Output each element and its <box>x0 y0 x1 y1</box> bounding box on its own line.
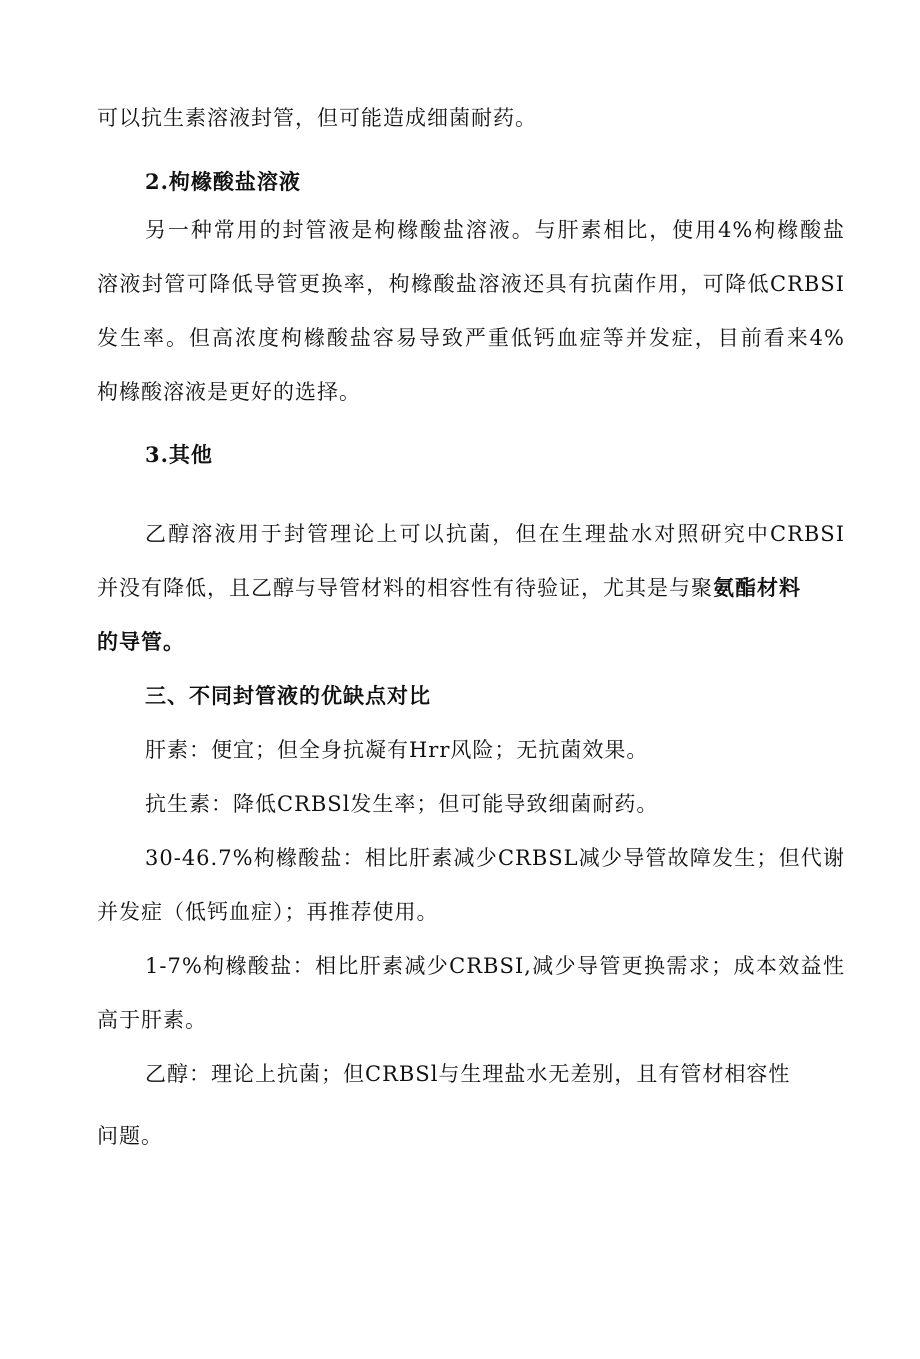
paragraph-line: 另一种常用的封管液是枸橼酸盐溶液。与肝素相比，使用4%枸橼酸盐 <box>145 218 845 242</box>
comparison-antibiotic: 抗生素：降低CRBSl发生率；但可能导致细菌耐药。 <box>145 792 659 816</box>
comparison-ethanol: 乙醇：理论上抗菌；但CRBSl与生理盐水无差别，且有管材相容性 <box>145 1062 791 1086</box>
paragraph-text: 并没有降低，且乙醇与导管材料的相容性有待验证，尤其是与聚 <box>97 576 713 600</box>
paragraph-line <box>97 574 801 602</box>
section-heading-other: 3.其他 <box>145 442 213 467</box>
paragraph-line: 枸橼酸溶液是更好的选择。 <box>97 380 361 404</box>
bold-text: 氨酯材料 <box>713 575 801 600</box>
paragraph-line: 发生率。但高浓度枸橼酸盐容易导致严重低钙血症等并发症，目前看来4% <box>97 326 845 350</box>
section-heading-citrate: 2.枸橼酸盐溶液 <box>145 169 301 194</box>
comparison-heparin: 肝素：便宜；但全身抗凝有Hrr风险；无抗菌效果。 <box>145 738 649 762</box>
comparison-high-citrate: 30-46.7%枸橼酸盐：相比肝素减少CRBSL减少导管故障发生；但代谢 <box>145 846 845 870</box>
comparison-high-citrate-cont: 并发症（低钙血症）；再推荐使用。 <box>97 900 439 924</box>
paragraph-line: 乙醇溶液用于封管理论上可以抗菌，但在生理盐水对照研究中CRBSI <box>145 522 845 546</box>
section-heading-comparison: 三、不同封管液的优缺点对比 <box>145 683 431 708</box>
paragraph-line: 溶液封管可降低导管更换率，枸橼酸盐溶液还具有抗菌作用，可降低CRBSI <box>97 272 845 296</box>
comparison-low-citrate: 1-7%枸橼酸盐：相比肝素减少CRBSI,减少导管更换需求；成本效益性 <box>145 954 845 978</box>
paragraph-line: 的导管。 <box>97 629 185 654</box>
comparison-ethanol-cont: 问题。 <box>97 1124 163 1148</box>
paragraph-line: 可以抗生素溶液封管，但可能造成细菌耐药。 <box>97 106 537 130</box>
comparison-low-citrate-cont: 高于肝素。 <box>97 1008 207 1032</box>
